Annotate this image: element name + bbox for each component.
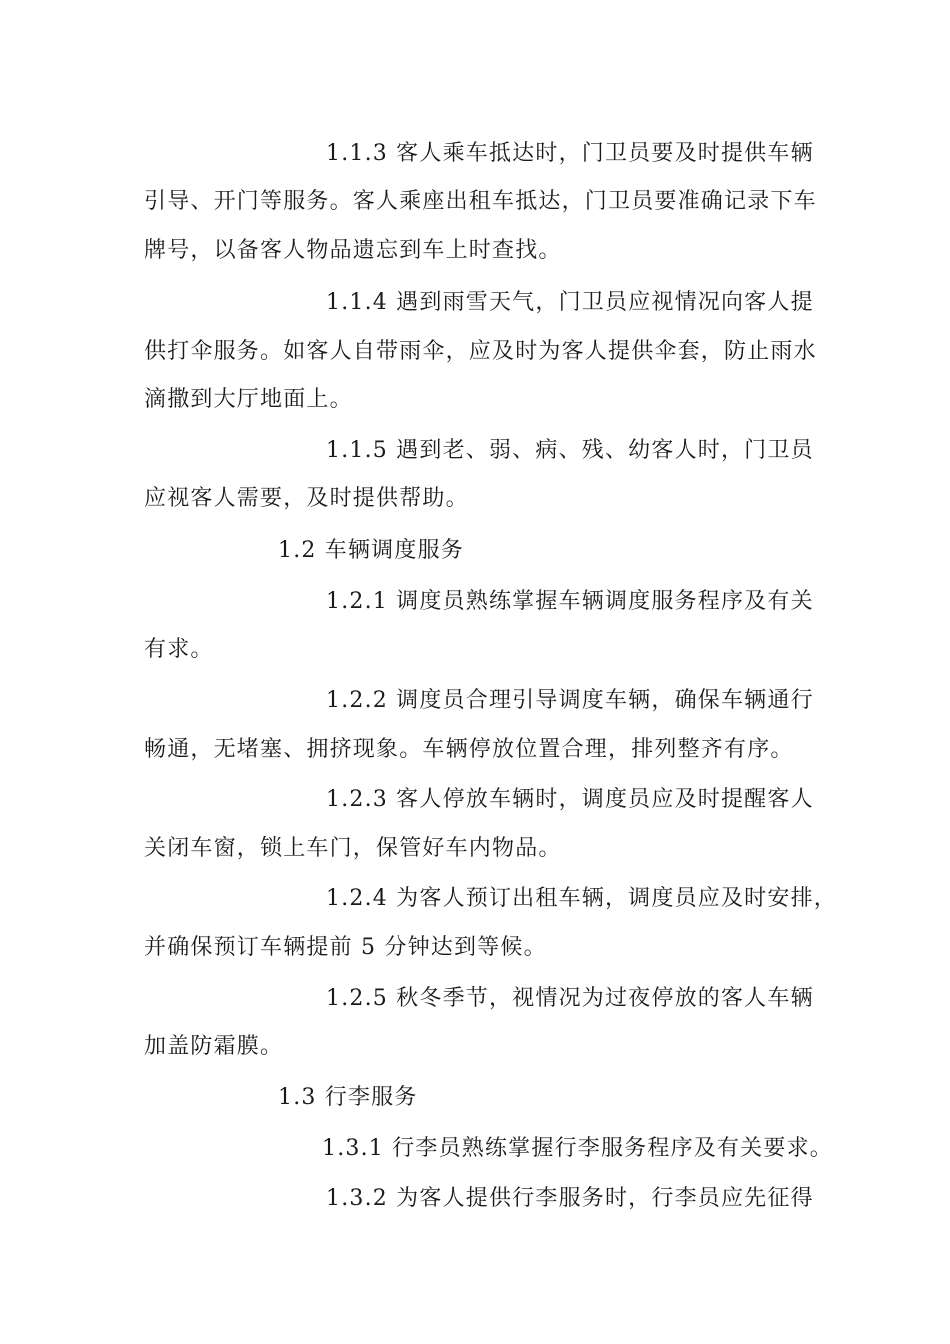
section-heading: 1.3 行李服务 bbox=[278, 1085, 418, 1110]
paragraph-line: 滴撒到大厅地面上。 bbox=[144, 387, 353, 412]
paragraph-line: 畅通，无堵塞、拥挤现象。车辆停放位置合理，排列整齐有序。 bbox=[144, 737, 794, 762]
paragraph-line: 1.2.4 为客人预订出租车辆，调度员应及时安排， bbox=[326, 886, 837, 911]
paragraph-line: 1.3.1 行李员熟练掌握行李服务程序及有关要求。 bbox=[322, 1136, 833, 1161]
paragraph-line: 1.1.4 遇到雨雪天气，门卫员应视情况向客人提 bbox=[326, 290, 814, 315]
paragraph-line: 应视客人需要，及时提供帮助。 bbox=[144, 486, 469, 511]
paragraph-line: 1.3.2 为客人提供行李服务时，行李员应先征得 bbox=[326, 1186, 814, 1211]
paragraph-line: 有求。 bbox=[144, 637, 214, 662]
paragraph-line: 1.1.3 客人乘车抵达时，门卫员要及时提供车辆 bbox=[326, 141, 814, 166]
paragraph-line: 1.2.2 调度员合理引导调度车辆，确保车辆通行 bbox=[326, 688, 814, 713]
paragraph-line: 1.2.5 秋冬季节，视情况为过夜停放的客人车辆 bbox=[326, 986, 814, 1011]
paragraph-line: 关闭车窗，锁上车门，保管好车内物品。 bbox=[144, 836, 562, 861]
paragraph-line: 供打伞服务。如客人自带雨伞，应及时为客人提供伞套，防止雨水 bbox=[144, 339, 817, 364]
paragraph-line: 引导、开门等服务。客人乘座出租车抵达，门卫员要准确记录下车 bbox=[144, 189, 817, 214]
paragraph-line: 牌号，以备客人物品遗忘到车上时查找。 bbox=[144, 238, 562, 263]
paragraph-line: 并确保预订车辆提前 5 分钟达到等候。 bbox=[144, 935, 547, 960]
paragraph-line: 加盖防霜膜。 bbox=[144, 1034, 284, 1059]
section-heading: 1.2 车辆调度服务 bbox=[278, 538, 464, 563]
paragraph-line: 1.2.3 客人停放车辆时，调度员应及时提醒客人 bbox=[326, 787, 814, 812]
paragraph-line: 1.2.1 调度员熟练掌握车辆调度服务程序及有关 bbox=[326, 589, 814, 614]
paragraph-line: 1.1.5 遇到老、弱、病、残、幼客人时，门卫员 bbox=[326, 438, 814, 463]
